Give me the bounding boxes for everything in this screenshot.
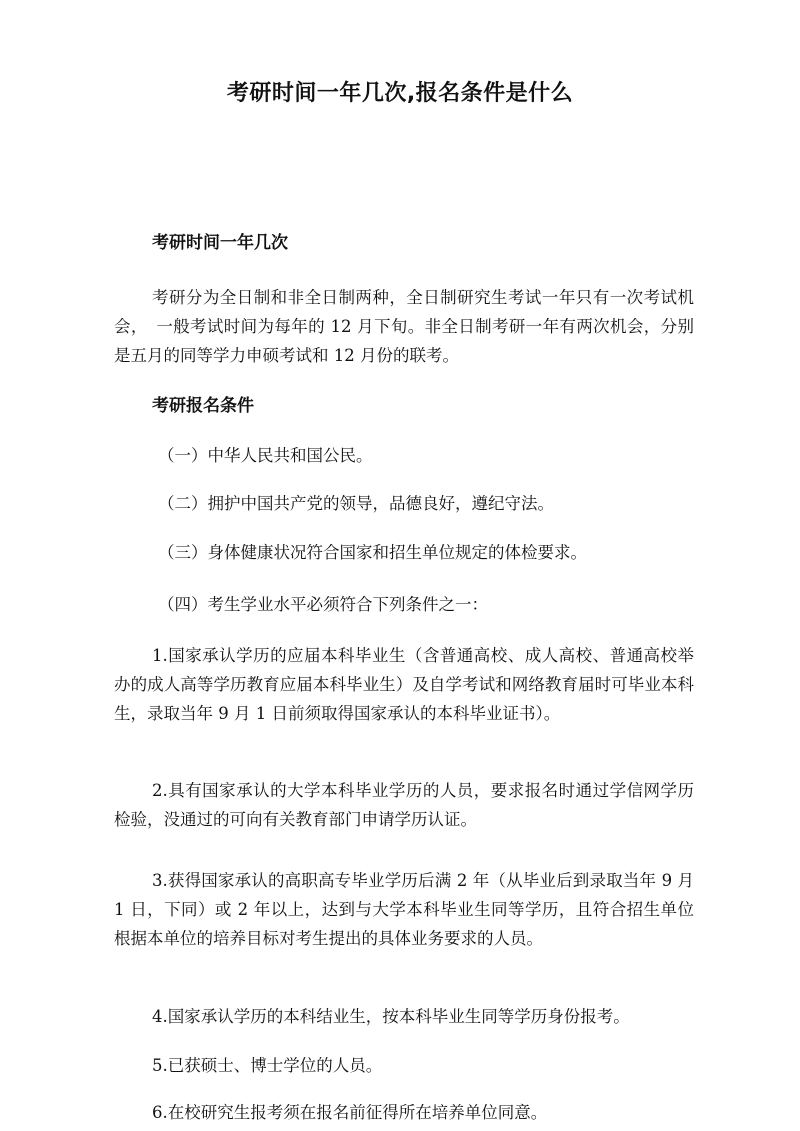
condition-item: （三）身体健康状况符合国家和招生单位规定的体检要求。 <box>158 543 587 562</box>
numbered-item-1: 1.国家承认学历的应届本科毕业生（含普通高校、成人高校、普通高校举办的成人高等学历教育应届本科毕业生）及自学考试和网络教育届时可毕业本科生，录取当年 9 月 1 日前须取得国家承认的本科毕业证书）。 <box>114 646 694 723</box>
document-title: 考研时间一年几次,报名条件是什么 <box>226 81 574 106</box>
condition-item: （二）拥护中国共产党的领导，品德良好，遵纪守法。 <box>158 494 554 513</box>
numbered-item-4: 4.国家承认学历的本科结业生，按本科毕业生同等学历身份报考。 <box>152 1007 630 1026</box>
paragraph-exam-frequency: 考研分为全日制和非全日制两种，全日制研究生考试一年只有一次考试机会， 一般考试时间为每年的 12 月下旬。非全日制考研一年有两次机会，分别是五月的同等学力申硕考试和 12 月份的联考。 <box>114 288 694 365</box>
numbered-item-6: 6.在校研究生报考须在报名前征得所在培养单位同意。 <box>152 1103 548 1122</box>
condition-item: （一）中华人民共和国公民。 <box>158 446 373 465</box>
numbered-item-5: 5.已获硕士、博士学位的人员。 <box>152 1056 383 1075</box>
condition-item: （四）考生学业水平必须符合下列条件之一： <box>158 595 488 614</box>
numbered-item-2: 2.具有国家承认的大学本科毕业学历的人员，要求报名时通过学信网学历检验，没通过的可向有关教育部门申请学历认证。 <box>114 781 694 829</box>
section-heading-requirements: 考研报名条件 <box>152 396 254 416</box>
section-heading-exam-frequency: 考研时间一年几次 <box>152 233 288 253</box>
numbered-item-3: 3.获得国家承认的高职高专毕业学历后满 2 年（从毕业后到录取当年 9 月 1 日，下同）或 2 年以上，达到与大学本科毕业生同等学历，且符合招生单位根据本单位的培养目标对考生提出的具体业务要求的人员。 <box>114 871 694 948</box>
